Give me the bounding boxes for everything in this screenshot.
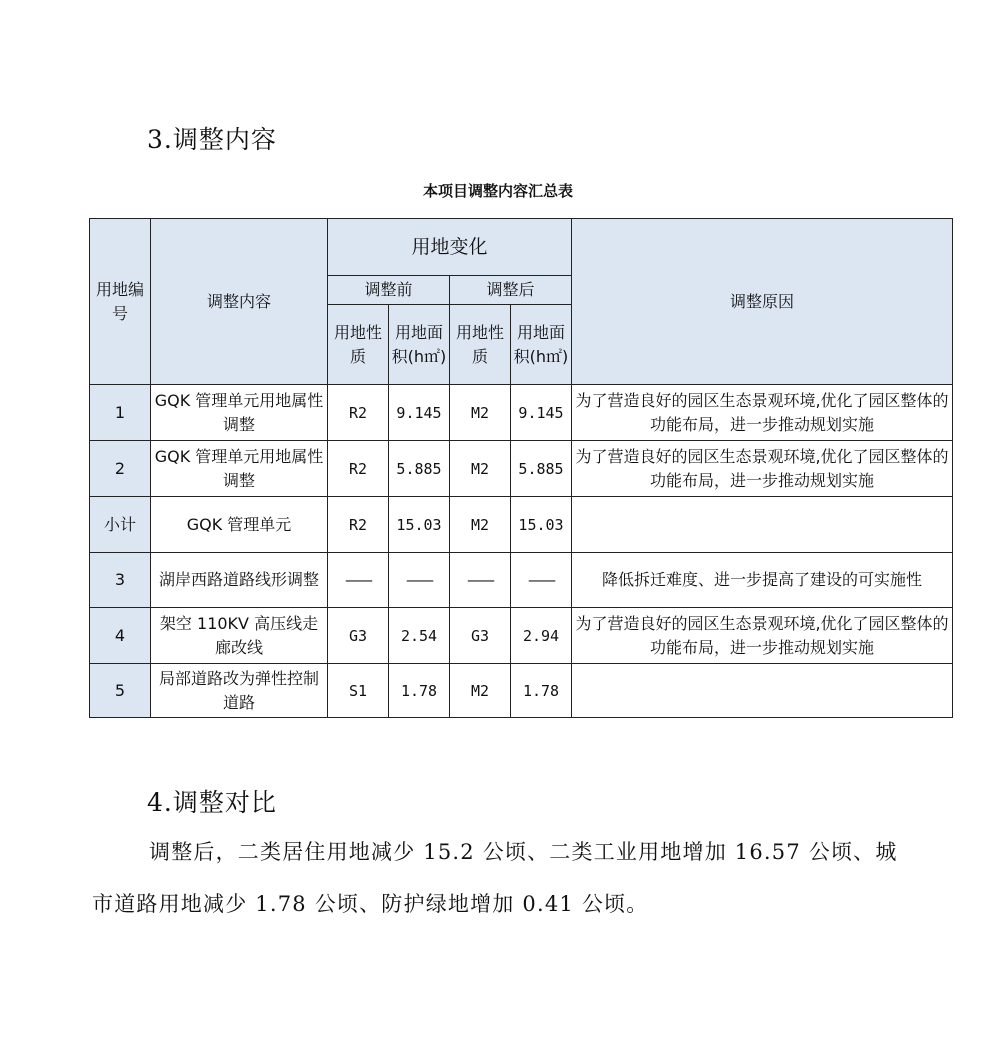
row-before-nature: R2 — [328, 385, 389, 441]
row-before-area: 5.885 — [389, 441, 450, 497]
row-code: 5 — [90, 664, 151, 718]
row-after-nature: M2 — [450, 664, 511, 718]
row-content: 架空 110KV 高压线走廊改线 — [151, 608, 328, 664]
header-code: 用地编号 — [90, 219, 151, 385]
table-row — [90, 497, 953, 553]
table-caption: 本项目调整内容汇总表 — [422, 182, 573, 200]
row-after-area: 2.94 — [511, 608, 572, 664]
row-after-area: 9.145 — [511, 385, 572, 441]
row-after-area: 15.03 — [511, 497, 572, 553]
row-before-nature: R2 — [328, 441, 389, 497]
row-after-nature: M2 — [450, 385, 511, 441]
row-before-area: —— — [389, 553, 450, 608]
table-row — [90, 553, 953, 608]
table-row — [90, 385, 953, 441]
row-content: GQK 管理单元 — [151, 497, 328, 553]
header-after-nature: 用地性质 — [450, 305, 511, 385]
section-4-heading: 4.调整对比 — [147, 788, 277, 817]
row-code: 1 — [90, 385, 151, 441]
row-after-area: 1.78 — [511, 664, 572, 718]
row-after-nature: M2 — [450, 441, 511, 497]
row-before-area: 15.03 — [389, 497, 450, 553]
table-row — [90, 441, 953, 497]
header-reason: 调整原因 — [572, 219, 953, 385]
header-after: 调整后 — [450, 276, 572, 305]
row-before-nature: —— — [328, 553, 389, 608]
section-3-heading: 3.调整内容 — [147, 125, 277, 154]
row-before-nature: S1 — [328, 664, 389, 718]
row-reason: 降低拆迁难度、进一步提高了建设的可实施性 — [572, 553, 953, 608]
row-reason: 为了营造良好的园区生态景观环境,优化了园区整体的功能布局，进一步推动规划实施 — [572, 441, 953, 497]
adjustment-summary-table — [89, 218, 953, 718]
row-reason — [572, 497, 953, 553]
row-reason — [572, 664, 953, 718]
row-code: 4 — [90, 608, 151, 664]
row-content: 局部道路改为弹性控制道路 — [151, 664, 328, 718]
row-before-area: 9.145 — [389, 385, 450, 441]
row-after-area: 5.885 — [511, 441, 572, 497]
row-content: GQK 管理单元用地属性调整 — [151, 385, 328, 441]
row-content: 湖岸西路道路线形调整 — [151, 553, 328, 608]
header-land-change: 用地变化 — [328, 219, 572, 276]
header-before-area: 用地面积(h㎡) — [389, 305, 450, 385]
row-after-area: —— — [511, 553, 572, 608]
header-content: 调整内容 — [151, 219, 328, 385]
row-before-area: 2.54 — [389, 608, 450, 664]
row-before-nature: R2 — [328, 497, 389, 553]
row-after-nature: —— — [450, 553, 511, 608]
row-code: 3 — [90, 553, 151, 608]
comparison-paragraph: 调整后，二类居住用地减少 15.2 公顷、二类工业用地增加 16.57 公顷、城市道路用地减少 1.78 公顷、防护绿地增加 0.41 公顷。 — [92, 840, 898, 916]
row-code: 2 — [90, 441, 151, 497]
row-code: 小计 — [90, 497, 151, 553]
header-before-nature: 用地性质 — [328, 305, 389, 385]
row-content: GQK 管理单元用地属性调整 — [151, 441, 328, 497]
row-reason: 为了营造良好的园区生态景观环境,优化了园区整体的功能布局，进一步推动规划实施 — [572, 385, 953, 441]
row-after-nature: G3 — [450, 608, 511, 664]
header-after-area: 用地面积(h㎡) — [511, 305, 572, 385]
row-reason: 为了营造良好的园区生态景观环境,优化了园区整体的功能布局，进一步推动规划实施 — [572, 608, 953, 664]
header-before: 调整前 — [328, 276, 450, 305]
table-row — [90, 608, 953, 664]
row-before-area: 1.78 — [389, 664, 450, 718]
table-row — [90, 664, 953, 718]
row-before-nature: G3 — [328, 608, 389, 664]
row-after-nature: M2 — [450, 497, 511, 553]
